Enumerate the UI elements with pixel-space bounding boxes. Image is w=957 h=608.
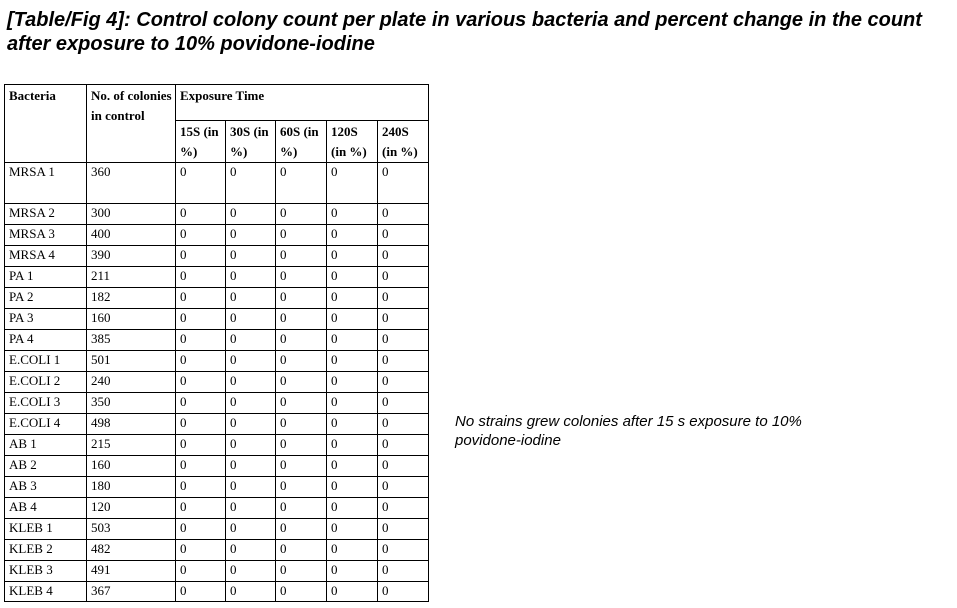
value-cell-240s: 0 — [378, 540, 429, 561]
column-header-240s: 240S (in %) — [378, 121, 429, 163]
value-cell-240s: 0 — [378, 309, 429, 330]
value-cell-120s: 0 — [327, 435, 378, 456]
control-count-cell: 491 — [87, 561, 176, 582]
table-row — [5, 246, 429, 267]
table-row — [5, 519, 429, 540]
value-cell-15s: 0 — [176, 498, 226, 519]
value-cell-120s: 0 — [327, 456, 378, 477]
table-row — [5, 561, 429, 582]
value-cell-15s: 0 — [176, 246, 226, 267]
bacteria-cell: MRSA 4 — [5, 246, 87, 267]
colony-count-table — [4, 84, 429, 602]
control-count-cell: 120 — [87, 498, 176, 519]
value-cell-30s: 0 — [226, 204, 276, 225]
value-cell-30s: 0 — [226, 351, 276, 372]
value-cell-120s: 0 — [327, 330, 378, 351]
value-cell-120s: 0 — [327, 393, 378, 414]
control-count-cell: 180 — [87, 477, 176, 498]
bacteria-cell: PA 1 — [5, 267, 87, 288]
value-cell-240s: 0 — [378, 414, 429, 435]
value-cell-120s: 0 — [327, 351, 378, 372]
value-cell-60s: 0 — [276, 435, 327, 456]
value-cell-120s: 0 — [327, 477, 378, 498]
table-row — [5, 351, 429, 372]
value-cell-30s: 0 — [226, 309, 276, 330]
value-cell-120s: 0 — [327, 561, 378, 582]
table-row — [5, 330, 429, 351]
value-cell-15s: 0 — [176, 456, 226, 477]
bacteria-cell: KLEB 2 — [5, 540, 87, 561]
value-cell-15s: 0 — [176, 309, 226, 330]
value-cell-120s: 0 — [327, 225, 378, 246]
value-cell-240s: 0 — [378, 519, 429, 540]
value-cell-240s: 0 — [378, 288, 429, 309]
control-count-cell: 160 — [87, 456, 176, 477]
value-cell-240s: 0 — [378, 225, 429, 246]
value-cell-30s: 0 — [226, 372, 276, 393]
value-cell-30s: 0 — [226, 498, 276, 519]
control-count-cell: 501 — [87, 351, 176, 372]
control-count-cell: 367 — [87, 582, 176, 602]
bacteria-cell: KLEB 4 — [5, 582, 87, 602]
table-row — [5, 456, 429, 477]
column-header-bacteria: Bacteria — [5, 85, 87, 163]
value-cell-60s: 0 — [276, 477, 327, 498]
value-cell-120s: 0 — [327, 288, 378, 309]
column-header-exposure-time: Exposure Time — [176, 85, 429, 121]
value-cell-60s: 0 — [276, 540, 327, 561]
table-row — [5, 288, 429, 309]
value-cell-60s: 0 — [276, 246, 327, 267]
value-cell-120s: 0 — [327, 519, 378, 540]
value-cell-60s: 0 — [276, 225, 327, 246]
value-cell-240s: 0 — [378, 477, 429, 498]
table-row — [5, 309, 429, 330]
value-cell-30s: 0 — [226, 519, 276, 540]
value-cell-240s: 0 — [378, 498, 429, 519]
column-header-120s: 120S (in %) — [327, 121, 378, 163]
control-count-cell: 498 — [87, 414, 176, 435]
bacteria-cell: AB 2 — [5, 456, 87, 477]
value-cell-120s: 0 — [327, 498, 378, 519]
bacteria-cell: PA 2 — [5, 288, 87, 309]
control-count-cell: 182 — [87, 288, 176, 309]
table-row — [5, 477, 429, 498]
value-cell-240s: 0 — [378, 267, 429, 288]
value-cell-120s: 0 — [327, 246, 378, 267]
value-cell-240s: 0 — [378, 582, 429, 602]
value-cell-240s: 0 — [378, 204, 429, 225]
value-cell-120s: 0 — [327, 267, 378, 288]
value-cell-15s: 0 — [176, 351, 226, 372]
value-cell-240s: 0 — [378, 163, 429, 204]
value-cell-15s: 0 — [176, 540, 226, 561]
bacteria-cell: KLEB 3 — [5, 561, 87, 582]
value-cell-60s: 0 — [276, 372, 327, 393]
value-cell-30s: 0 — [226, 225, 276, 246]
control-count-cell: 240 — [87, 372, 176, 393]
value-cell-15s: 0 — [176, 330, 226, 351]
value-cell-15s: 0 — [176, 393, 226, 414]
bacteria-cell: E.COLI 2 — [5, 372, 87, 393]
control-count-cell: 385 — [87, 330, 176, 351]
table-row — [5, 582, 429, 602]
table-row — [5, 204, 429, 225]
table-row — [5, 225, 429, 246]
value-cell-240s: 0 — [378, 561, 429, 582]
value-cell-15s: 0 — [176, 414, 226, 435]
value-cell-15s: 0 — [176, 561, 226, 582]
value-cell-30s: 0 — [226, 456, 276, 477]
value-cell-60s: 0 — [276, 288, 327, 309]
value-cell-240s: 0 — [378, 456, 429, 477]
value-cell-120s: 0 — [327, 582, 378, 602]
value-cell-15s: 0 — [176, 204, 226, 225]
value-cell-60s: 0 — [276, 330, 327, 351]
table-body — [5, 163, 429, 602]
value-cell-240s: 0 — [378, 435, 429, 456]
value-cell-60s: 0 — [276, 267, 327, 288]
control-count-cell: 350 — [87, 393, 176, 414]
value-cell-15s: 0 — [176, 477, 226, 498]
value-cell-30s: 0 — [226, 267, 276, 288]
header-row-top — [5, 85, 429, 121]
table-row — [5, 163, 429, 204]
value-cell-240s: 0 — [378, 330, 429, 351]
value-cell-120s: 0 — [327, 309, 378, 330]
value-cell-15s: 0 — [176, 372, 226, 393]
bacteria-cell: KLEB 1 — [5, 519, 87, 540]
bacteria-cell: E.COLI 1 — [5, 351, 87, 372]
value-cell-60s: 0 — [276, 561, 327, 582]
control-count-cell: 160 — [87, 309, 176, 330]
value-cell-30s: 0 — [226, 540, 276, 561]
value-cell-30s: 0 — [226, 246, 276, 267]
value-cell-30s: 0 — [226, 288, 276, 309]
value-cell-60s: 0 — [276, 456, 327, 477]
table-row — [5, 267, 429, 288]
value-cell-30s: 0 — [226, 163, 276, 204]
control-count-cell: 482 — [87, 540, 176, 561]
bacteria-cell: PA 4 — [5, 330, 87, 351]
figure-title: [Table/Fig 4]: Control colony count per plate in various bacteria and percent change in the count after exposure to 10% povidone-iodine — [7, 9, 922, 55]
bacteria-cell: MRSA 2 — [5, 204, 87, 225]
value-cell-15s: 0 — [176, 582, 226, 602]
value-cell-15s: 0 — [176, 519, 226, 540]
control-count-cell: 360 — [87, 163, 176, 204]
control-count-cell: 215 — [87, 435, 176, 456]
value-cell-60s: 0 — [276, 582, 327, 602]
value-cell-120s: 0 — [327, 540, 378, 561]
value-cell-120s: 0 — [327, 414, 378, 435]
value-cell-30s: 0 — [226, 435, 276, 456]
value-cell-120s: 0 — [327, 163, 378, 204]
value-cell-60s: 0 — [276, 393, 327, 414]
value-cell-120s: 0 — [327, 204, 378, 225]
column-header-30s: 30S (in %) — [226, 121, 276, 163]
bacteria-cell: MRSA 1 — [5, 163, 87, 204]
value-cell-30s: 0 — [226, 561, 276, 582]
bacteria-cell: AB 3 — [5, 477, 87, 498]
value-cell-240s: 0 — [378, 393, 429, 414]
column-header-control-colonies: No. of colonies in control — [87, 85, 176, 163]
value-cell-60s: 0 — [276, 519, 327, 540]
table-row — [5, 414, 429, 435]
column-header-60s: 60S (in %) — [276, 121, 327, 163]
value-cell-240s: 0 — [378, 372, 429, 393]
value-cell-15s: 0 — [176, 163, 226, 204]
table-row — [5, 372, 429, 393]
value-cell-60s: 0 — [276, 351, 327, 372]
value-cell-60s: 0 — [276, 163, 327, 204]
value-cell-30s: 0 — [226, 477, 276, 498]
value-cell-30s: 0 — [226, 330, 276, 351]
control-count-cell: 503 — [87, 519, 176, 540]
value-cell-120s: 0 — [327, 372, 378, 393]
control-count-cell: 300 — [87, 204, 176, 225]
value-cell-60s: 0 — [276, 498, 327, 519]
value-cell-30s: 0 — [226, 582, 276, 602]
bacteria-cell: MRSA 3 — [5, 225, 87, 246]
bacteria-cell: E.COLI 3 — [5, 393, 87, 414]
bacteria-cell: AB 4 — [5, 498, 87, 519]
value-cell-15s: 0 — [176, 435, 226, 456]
value-cell-30s: 0 — [226, 393, 276, 414]
value-cell-60s: 0 — [276, 414, 327, 435]
table-row — [5, 435, 429, 456]
value-cell-60s: 0 — [276, 204, 327, 225]
control-count-cell: 211 — [87, 267, 176, 288]
bacteria-cell: PA 3 — [5, 309, 87, 330]
value-cell-60s: 0 — [276, 309, 327, 330]
table-row — [5, 540, 429, 561]
table-row — [5, 498, 429, 519]
value-cell-15s: 0 — [176, 225, 226, 246]
table-row — [5, 393, 429, 414]
control-count-cell: 400 — [87, 225, 176, 246]
bacteria-cell: E.COLI 4 — [5, 414, 87, 435]
bacteria-cell: AB 1 — [5, 435, 87, 456]
value-cell-240s: 0 — [378, 246, 429, 267]
value-cell-240s: 0 — [378, 351, 429, 372]
value-cell-15s: 0 — [176, 288, 226, 309]
value-cell-30s: 0 — [226, 414, 276, 435]
result-note: No strains grew colonies after 15 s exposure to 10% povidone-iodine — [455, 413, 802, 449]
control-count-cell: 390 — [87, 246, 176, 267]
column-header-15s: 15S (in %) — [176, 121, 226, 163]
value-cell-15s: 0 — [176, 267, 226, 288]
